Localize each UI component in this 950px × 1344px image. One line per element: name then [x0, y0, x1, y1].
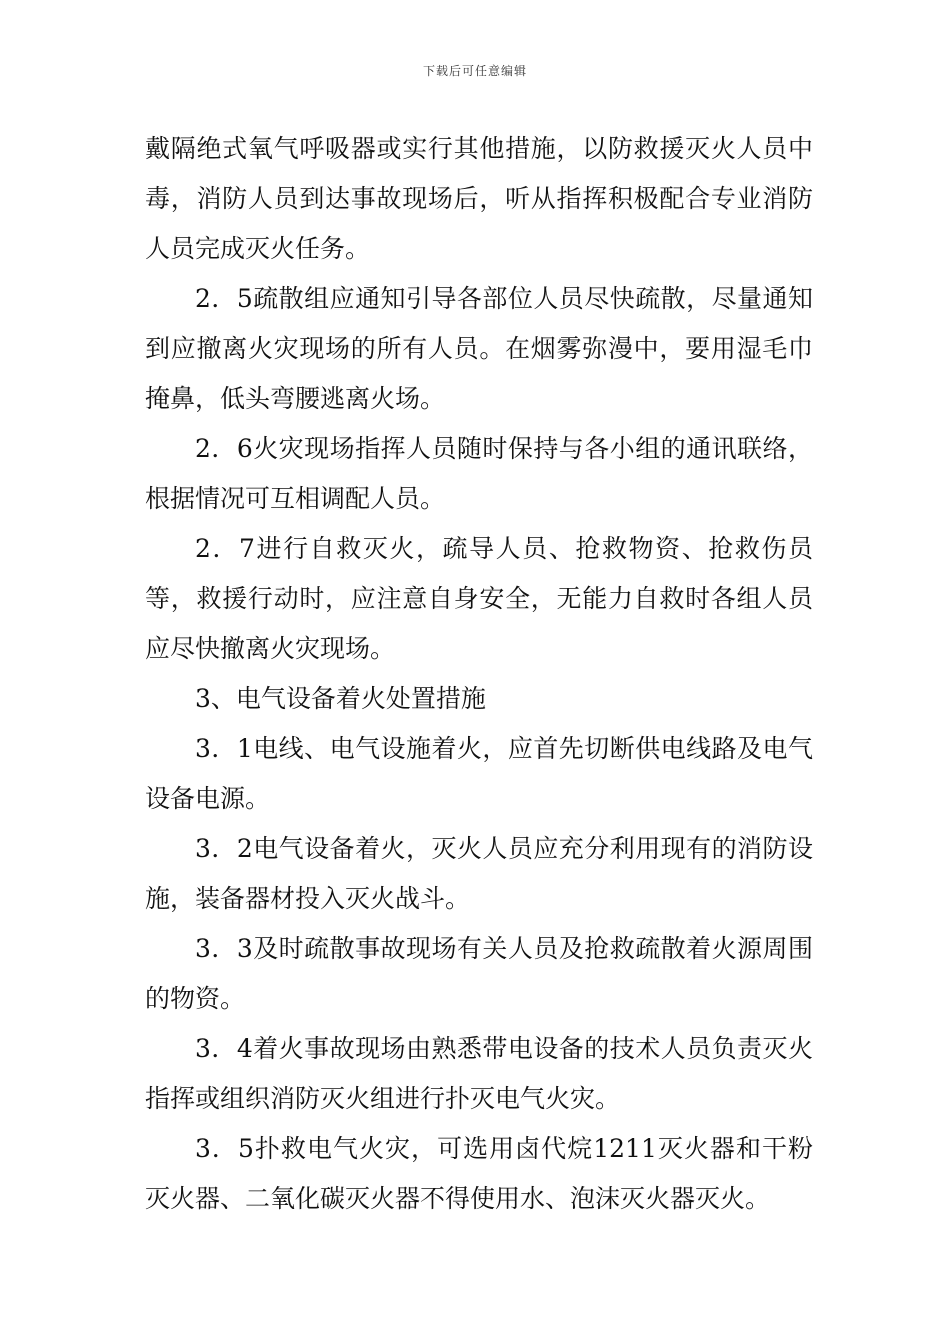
document-body [145, 124, 813, 1224]
paragraph-3-5: 3．5扑救电气火灾，可选用卤代烷1211灭火器和干粉灭火器、二氧化碳灭火器不得使用水、泡沫灭火器灭火。 [145, 1134, 813, 1213]
paragraph-2-6: 2．6火灾现场指挥人员随时保持与各小组的通讯联络，根据情况可互相调配人员。 [145, 434, 813, 513]
section-heading-3: 3、电气设备着火处置措施 [195, 684, 486, 713]
paragraph-2-7: 2．7进行自救灭火，疏导人员、抢救物资、抢救伤员等，救援行动时，应注意自身安全，无能力自救时各组人员应尽快撤离火灾现场。 [145, 534, 813, 663]
page-header-note: 下载后可任意编辑 [422, 64, 527, 78]
paragraph-2-5: 2．5疏散组应通知引导各部位人员尽快疏散，尽量通知到应撤离火灾现场的所有人员。在烟雾弥漫中，要用湿毛巾掩鼻，低头弯腰逃离火场。 [145, 284, 813, 413]
paragraph-3-2: 3．2电气设备着火，灭火人员应充分利用现有的消防设施，装备器材投入灭火战斗。 [145, 834, 813, 913]
paragraph-continuation: 戴隔绝式氧气呼吸器或实行其他措施，以防救援灭火人员中毒，消防人员到达事故现场后，听从指挥积极配合专业消防人员完成灭火任务。 [145, 134, 813, 263]
paragraph-3-1: 3．1电线、电气设施着火，应首先切断供电线路及电气设备电源。 [145, 734, 813, 813]
paragraph-3-3: 3．3及时疏散事故现场有关人员及抢救疏散着火源周围的物资。 [145, 934, 813, 1013]
paragraph-3-4: 3．4着火事故现场由熟悉带电设备的技术人员负责灭火指挥或组织消防灭火组进行扑灭电气火灾。 [145, 1034, 813, 1113]
